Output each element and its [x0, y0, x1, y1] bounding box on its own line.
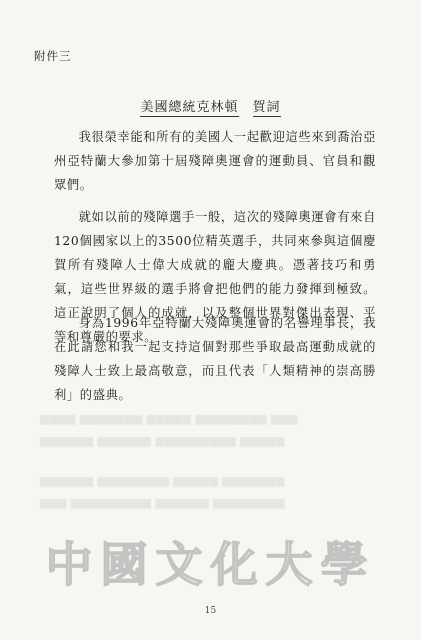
document-title: [0, 96, 421, 115]
reverse-side-bleedthrough: ▆▆▆▆▆▆ ▆▆▆▆▆▆▆▆ ▆▆▆▆▆ ▆▆▆▆▆▆▆ ▆▆▆ ▆▆▆▆▆▆▆▆▆ ▆▆▆▆▆▆ ▆▆▆▆▆▆▆▆: [40, 474, 285, 509]
attachment-label: 附件三: [34, 49, 72, 63]
reverse-side-bleedthrough: ▆▆▆▆ ▆▆▆▆▆▆▆ ▆▆▆▆▆ ▆▆▆▆▆▆▆▆ ▆▆▆ ▆▆▆▆▆▆ ▆▆▆▆▆▆ ▆▆▆▆▆▆▆▆▆ ▆▆▆▆▆: [40, 412, 298, 447]
paragraph-athletes: 就如以前的殘障選手一般，這次的殘障奧運會有來自120個國家以上的3500位精英選手，共同來參與這個慶賀所有殘障人士偉大成就的龐大慶典。憑著技巧和勇氣，這些世界級的選手將會把他們的能力發揮到極致。這正說明了個人的成就，以及整個世界對傑出表現、平等和尊嚴的要求。: [54, 210, 376, 344]
title-main: 美國總統克林頓: [140, 100, 239, 115]
page-number: 15: [204, 606, 217, 616]
paragraph-welcome: 我很榮幸能和所有的美國人一起歡迎這些來到喬治亞州亞特蘭大參加第十屆殘障奧運會的運動員、官員和觀眾們。: [54, 130, 376, 192]
university-watermark: 中國文化大學: [45, 538, 376, 593]
title-suffix: 賀詞: [252, 100, 281, 115]
paragraph-honorary-chair: 身為1996年亞特蘭大殘障奧運會的名譽理事長，我在此請您和我一起支持這個對那些爭取最高運動成就的殘障人士致上最高敬意，而且代表「人類精神的崇高勝利」的盛典。: [54, 316, 376, 402]
